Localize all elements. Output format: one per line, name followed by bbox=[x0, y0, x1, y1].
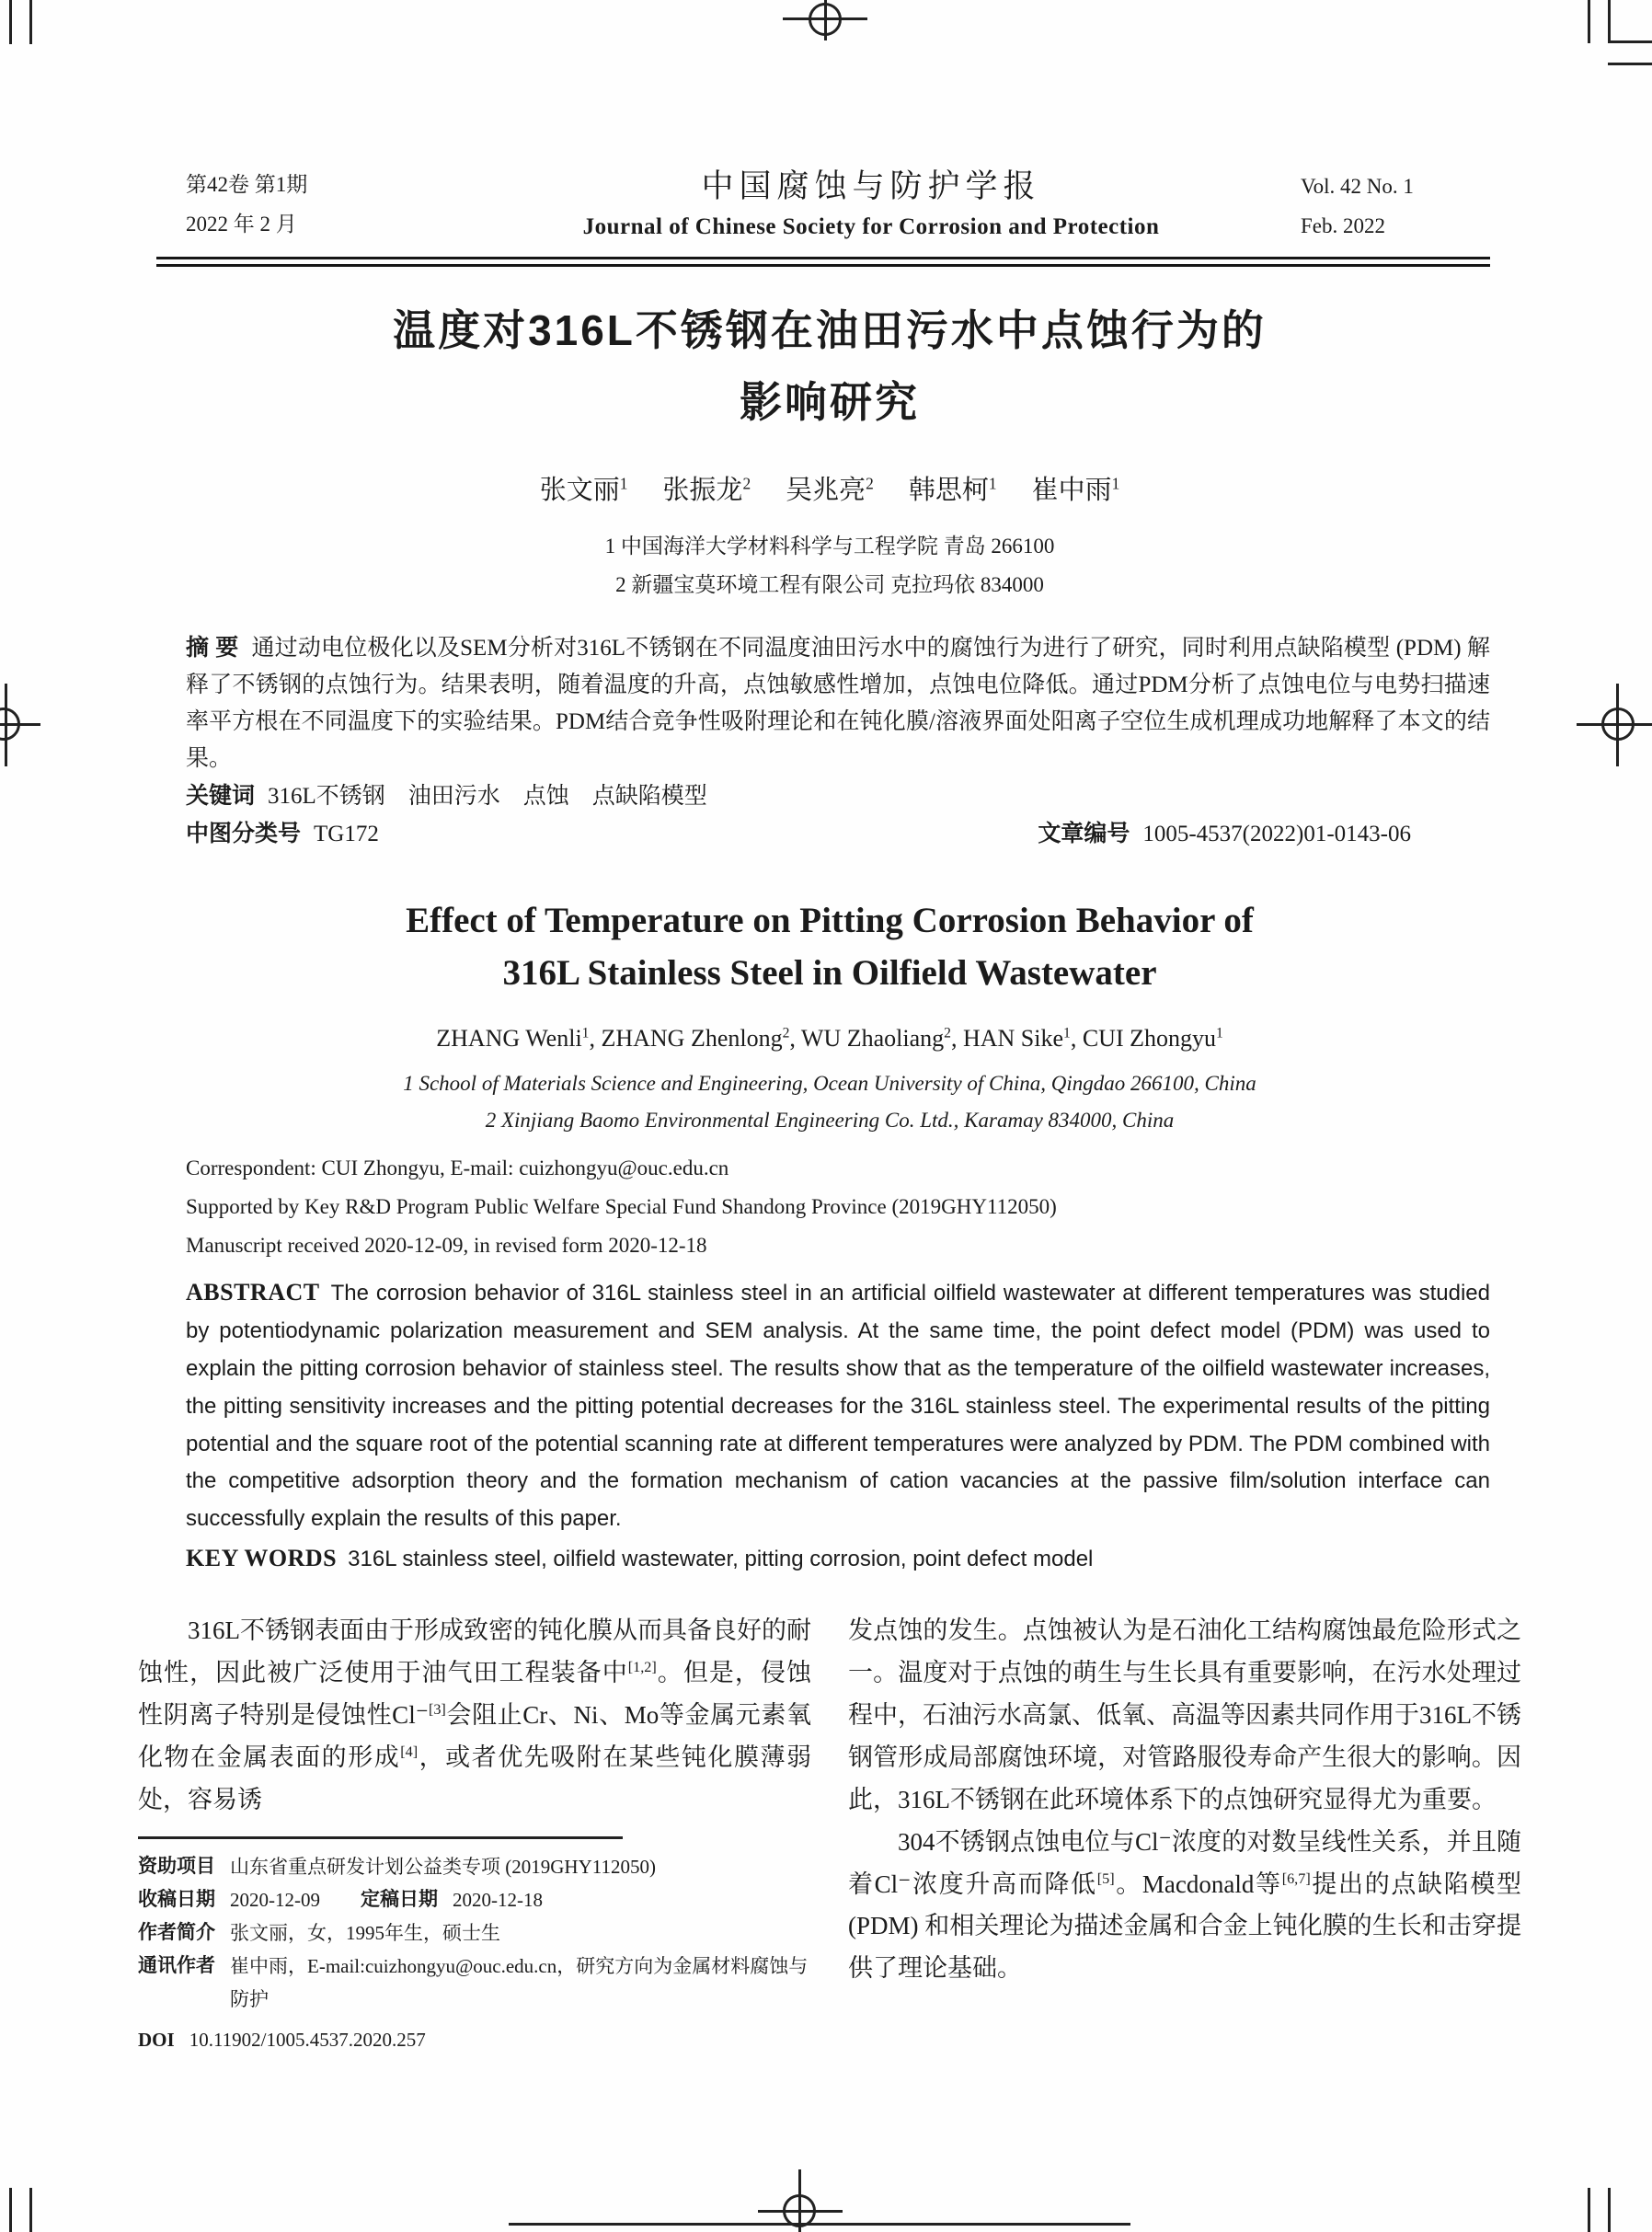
footnotes bbox=[138, 1850, 811, 2057]
crop-mark-bottom-right-2 bbox=[1608, 2188, 1611, 2232]
author-name: , ZHANG Zhenlong bbox=[589, 1025, 783, 1053]
crop-mark-top-left-2 bbox=[29, 0, 32, 44]
citation-ref: [5] bbox=[1096, 1870, 1115, 1887]
abstract-en bbox=[186, 1272, 1490, 1538]
clc-label: 中图分类号 bbox=[186, 821, 302, 847]
header-double-rule bbox=[156, 257, 1490, 267]
registration-mark-right-vline bbox=[1616, 684, 1619, 766]
footnote-bio-label: 作者简介 bbox=[138, 1921, 215, 1943]
footnote-correspondent-label: 通讯作者 bbox=[138, 1954, 215, 1976]
paragraph-text: 。Macdonald等 bbox=[1114, 1870, 1282, 1898]
footnote-dates bbox=[138, 1883, 811, 1916]
paragraph-text: 304不锈钢点蚀电位与Cl⁻浓度的对数呈线性关系，并且随着Cl⁻浓度升高而降低 bbox=[848, 1827, 1521, 1898]
journal-date-en: Feb. 2022 bbox=[1301, 213, 1385, 237]
authors-en bbox=[138, 1025, 1521, 1053]
citation-ref: [4] bbox=[400, 1743, 419, 1760]
footnote-doi-label: DOI bbox=[138, 2029, 175, 2052]
crop-mark-top-right-2 bbox=[1608, 0, 1611, 41]
footnote-doi-text: 10.11902/1005.4537.2020.257 bbox=[189, 2029, 426, 2052]
affiliation-en-2: 2 Xinjiang Baomo Environmental Engineering Co. Ltd., Karamay 834000, China bbox=[485, 1108, 1175, 1132]
body-paragraph-2: 发点蚀的发生。点蚀被认为是石油化工结构腐蚀最危险形式之一。温度对于点蚀的萌生与生长具有重要影响，在污水处理过程中，石油污水高氯、低氧、高温等因素共同作用于316L不锈钢管形成局部腐蚀环境，对管路服役寿命产生很大的影响。因此，316L不锈钢在此环境体系下的点蚀研究显得尤为重要。 bbox=[848, 1616, 1521, 1813]
journal-title-cn: 中国腐蚀与防护学报 bbox=[701, 168, 1041, 204]
author-affil-sup: 2 bbox=[742, 474, 751, 493]
crop-mark-top-right-4 bbox=[1608, 63, 1652, 65]
article-title-en-line1: Effect of Temperature on Pitting Corrosion Behavior of bbox=[406, 901, 1254, 941]
abstract-block-en bbox=[186, 1272, 1490, 1579]
authors-cn bbox=[138, 469, 1521, 507]
author-affil-sup: 1 bbox=[1063, 1025, 1071, 1041]
footnote-revised-date: 2020-12-18 bbox=[453, 1888, 543, 1911]
manuscript-line: Manuscript received 2020-12-09, in revised form 2020-12-18 bbox=[186, 1234, 707, 1258]
footnote-fund-text: 山东省重点研发计划公益类专项 (2019GHY112050) bbox=[230, 1855, 656, 1878]
journal-header bbox=[138, 166, 1521, 246]
author-name: 张文丽 bbox=[539, 476, 620, 506]
article-title-cn-line1: 温度对316L不锈钢在油田污水中点蚀行为的 bbox=[393, 306, 1267, 355]
page-bottom-edge-line bbox=[509, 2223, 1130, 2226]
classification-row bbox=[186, 815, 1490, 853]
footnote-fund-label: 资助项目 bbox=[138, 1855, 215, 1877]
body-paragraph-3 bbox=[848, 1822, 1521, 1991]
crop-mark-bottom-right-1 bbox=[1588, 2188, 1590, 2232]
footnote-rule bbox=[138, 1836, 623, 1839]
registration-mark-right-hline bbox=[1577, 723, 1652, 726]
keywords-text-cn: 316L不锈钢 油田污水 点蚀 点缺陷模型 bbox=[268, 784, 707, 810]
keywords-text-en: 316L stainless steel, oilfield wastewater, pitting corrosion, point defect model bbox=[348, 1546, 1094, 1571]
author-affil-sup: 2 bbox=[866, 474, 874, 493]
journal-header-left bbox=[138, 166, 442, 244]
footnote-bio-text: 张文丽，女，1995年生，硕士生 bbox=[230, 1921, 500, 1944]
author-en bbox=[789, 1025, 951, 1052]
affiliations-en bbox=[138, 1065, 1521, 1138]
abstract-text-cn: 通过动电位极化以及SEM分析对316L不锈钢在不同温度油田污水中的腐蚀行为进行了研究，同时利用点缺陷模型 (PDM) 解释了不锈钢的点蚀行为。结果表明，随着温度的升高，点蚀敏感性增加，点蚀电位降低。通过PDM分析了点蚀电位与电势扫描速率平方根在不同温度下的实验结果。PDM结合竞争性吸附理论和在钝化膜/溶液界面处阳离子空位生成机理成功地解释了本文的结果。 bbox=[186, 636, 1490, 772]
journal-header-center bbox=[442, 166, 1301, 240]
author-name: , CUI Zhongyu bbox=[1070, 1025, 1216, 1053]
crop-mark-top-right-3 bbox=[1608, 40, 1652, 43]
paragraph-text: 316L不锈钢表面由于形成致密的钝化膜从而具备良好的耐蚀性，因此被广泛使用于油气田工程装备中 bbox=[138, 1616, 811, 1687]
footnote-received-date: 2020-12-09 bbox=[230, 1888, 320, 1911]
author-name: 崔中雨 bbox=[1031, 476, 1112, 506]
article-title-en-line2: 316L Stainless Steel in Oilfield Wastewater bbox=[502, 952, 1157, 993]
author-affil-sup: 2 bbox=[782, 1025, 790, 1041]
abstract-label-en: ABSTRACT bbox=[186, 1279, 320, 1306]
author-cn bbox=[909, 476, 997, 505]
paragraph-text: 会阻止Cr、Ni、Mo等金属元素氧化物在金属表面的形成 bbox=[138, 1700, 811, 1771]
footnote-fund bbox=[138, 1850, 811, 1883]
body-paragraph-1 bbox=[138, 1610, 811, 1821]
body-column-right bbox=[848, 1610, 1521, 2056]
keywords-cn bbox=[186, 777, 1490, 815]
keywords-label-cn: 关键词 bbox=[186, 783, 256, 810]
clc-number bbox=[186, 815, 379, 853]
author-affil-sup: 1 bbox=[581, 1025, 590, 1041]
author-cn bbox=[662, 476, 751, 505]
keywords-en bbox=[186, 1538, 1490, 1579]
crop-mark-top-left-1 bbox=[9, 0, 12, 44]
author-name: 张振龙 bbox=[662, 476, 743, 506]
journal-volume-en: Vol. 42 No. 1 bbox=[1301, 175, 1414, 198]
abstract-text-en: The corrosion behavior of 316L stainless steel in an artificial oilfield wastewater at different temperatures was studied by potentiodynamic polarization measurement and SEM analysis. At the same time, the point defect model (PDM) was used to explain the pitting corrosion behavior of stainless steel. The results show that as the temperature of the oilfield wastewater increases, the pitting sensitivity increases and the pitting potential decreases for the 316L stainless steel. The experimental results of the pitting potential and the square root of the potential scanning rate at different temperatures were analyzed by PDM. The PDM combined with the competitive adsorption theory and the formation mechanism of cation vacancies at the passive film/solution interface can successfully explain the results of this paper. bbox=[186, 1281, 1490, 1532]
author-name: , WU Zhaoliang bbox=[789, 1025, 945, 1053]
footnote-correspondent bbox=[138, 1950, 811, 2016]
author-cn bbox=[1032, 476, 1120, 505]
author-affil-sup: 1 bbox=[1216, 1025, 1223, 1041]
affiliation-cn-2: 2 新疆宝莫环境工程有限公司 克拉玛依 834000 bbox=[615, 572, 1044, 596]
journal-date-cn: 2022 年 2 月 bbox=[186, 212, 297, 236]
article-id-value: 1005-4537(2022)01-0143-06 bbox=[1142, 822, 1411, 847]
abstract-block-cn bbox=[186, 629, 1490, 853]
paragraph-text: ，或者优先吸附在某些钝化膜薄弱处，容易诱 bbox=[138, 1743, 811, 1813]
footnote-doi bbox=[138, 2023, 811, 2056]
article-title-cn-line2: 影响研究 bbox=[740, 378, 920, 427]
registration-mark-left-vline bbox=[5, 684, 7, 766]
paragraph-text: 。但是，侵蚀性阴离子特别是侵蚀性Cl⁻ bbox=[138, 1659, 812, 1729]
journal-volume-cn: 第42卷 第1期 bbox=[186, 173, 308, 196]
citation-ref: [3] bbox=[428, 1700, 446, 1718]
affiliation-cn-1: 1 中国海洋大学材料科学与工程学院 青岛 266100 bbox=[604, 535, 1055, 558]
author-affil-sup: 2 bbox=[944, 1025, 951, 1041]
body-column-left bbox=[138, 1610, 811, 2056]
footnote-revised-label: 定稿日期 bbox=[361, 1888, 438, 1910]
author-cn bbox=[786, 476, 874, 505]
author-name: ZHANG Wenli bbox=[436, 1025, 582, 1053]
registration-mark-top-vline bbox=[824, 0, 827, 40]
abstract-label-cn: 摘 要 bbox=[186, 635, 239, 662]
author-affil-sup: 1 bbox=[619, 474, 628, 493]
author-name: , HAN Sike bbox=[950, 1025, 1064, 1053]
author-name: 吴兆亮 bbox=[786, 476, 866, 506]
journal-header-right bbox=[1301, 166, 1521, 246]
article-meta-en bbox=[186, 1149, 1521, 1265]
author-en bbox=[1071, 1025, 1223, 1052]
body-columns bbox=[138, 1610, 1521, 2056]
author-en bbox=[951, 1025, 1071, 1052]
correspondent-line: Correspondent: CUI Zhongyu, E-mail: cuizhongyu@ouc.edu.cn bbox=[186, 1156, 729, 1180]
keywords-label-en: KEY WORDS bbox=[186, 1544, 338, 1571]
author-name: 韩思柯 bbox=[908, 476, 989, 506]
supported-line: Supported by Key R&D Program Public Welfare Special Fund Shandong Province (2019GHY112050) bbox=[186, 1195, 1057, 1219]
author-affil-sup: 1 bbox=[1111, 474, 1120, 493]
crop-mark-bottom-left-1 bbox=[9, 2188, 12, 2232]
paragraph-text: 提出的点缺陷模型 (PDM) 和相关理论为描述金属和合金上钝化膜的生长和击穿提供了理论基础。 bbox=[848, 1870, 1522, 1983]
article-title-en bbox=[138, 895, 1521, 999]
footnote-correspondent-text: 崔中雨，E-mail:cuizhongyu@ouc.edu.cn，研究方向为金属材料腐蚀与防护 bbox=[230, 1954, 809, 2011]
crop-mark-bottom-left-2 bbox=[29, 2188, 32, 2232]
author-cn bbox=[540, 476, 628, 505]
footnote-bio bbox=[138, 1916, 811, 1950]
citation-ref: [6,7] bbox=[1281, 1870, 1311, 1887]
author-en bbox=[589, 1025, 789, 1052]
clc-value: TG172 bbox=[314, 822, 379, 847]
crop-mark-top-right-1 bbox=[1588, 0, 1590, 43]
footnote-received-label: 收稿日期 bbox=[138, 1888, 215, 1910]
author-affil-sup: 1 bbox=[988, 474, 997, 493]
article-title-cn bbox=[138, 294, 1521, 438]
citation-ref: [1,2] bbox=[627, 1659, 657, 1676]
affiliation-en-1: 1 School of Materials Science and Engineering, Ocean University of China, Qingdao 266100, China bbox=[403, 1072, 1256, 1096]
article-id bbox=[1038, 815, 1411, 853]
article-id-label: 文章编号 bbox=[1038, 821, 1130, 847]
journal-title-en: Journal of Chinese Society for Corrosion and Protection bbox=[582, 213, 1160, 239]
author-en bbox=[436, 1025, 589, 1052]
abstract-cn bbox=[186, 629, 1490, 777]
affiliations-cn bbox=[138, 527, 1521, 604]
